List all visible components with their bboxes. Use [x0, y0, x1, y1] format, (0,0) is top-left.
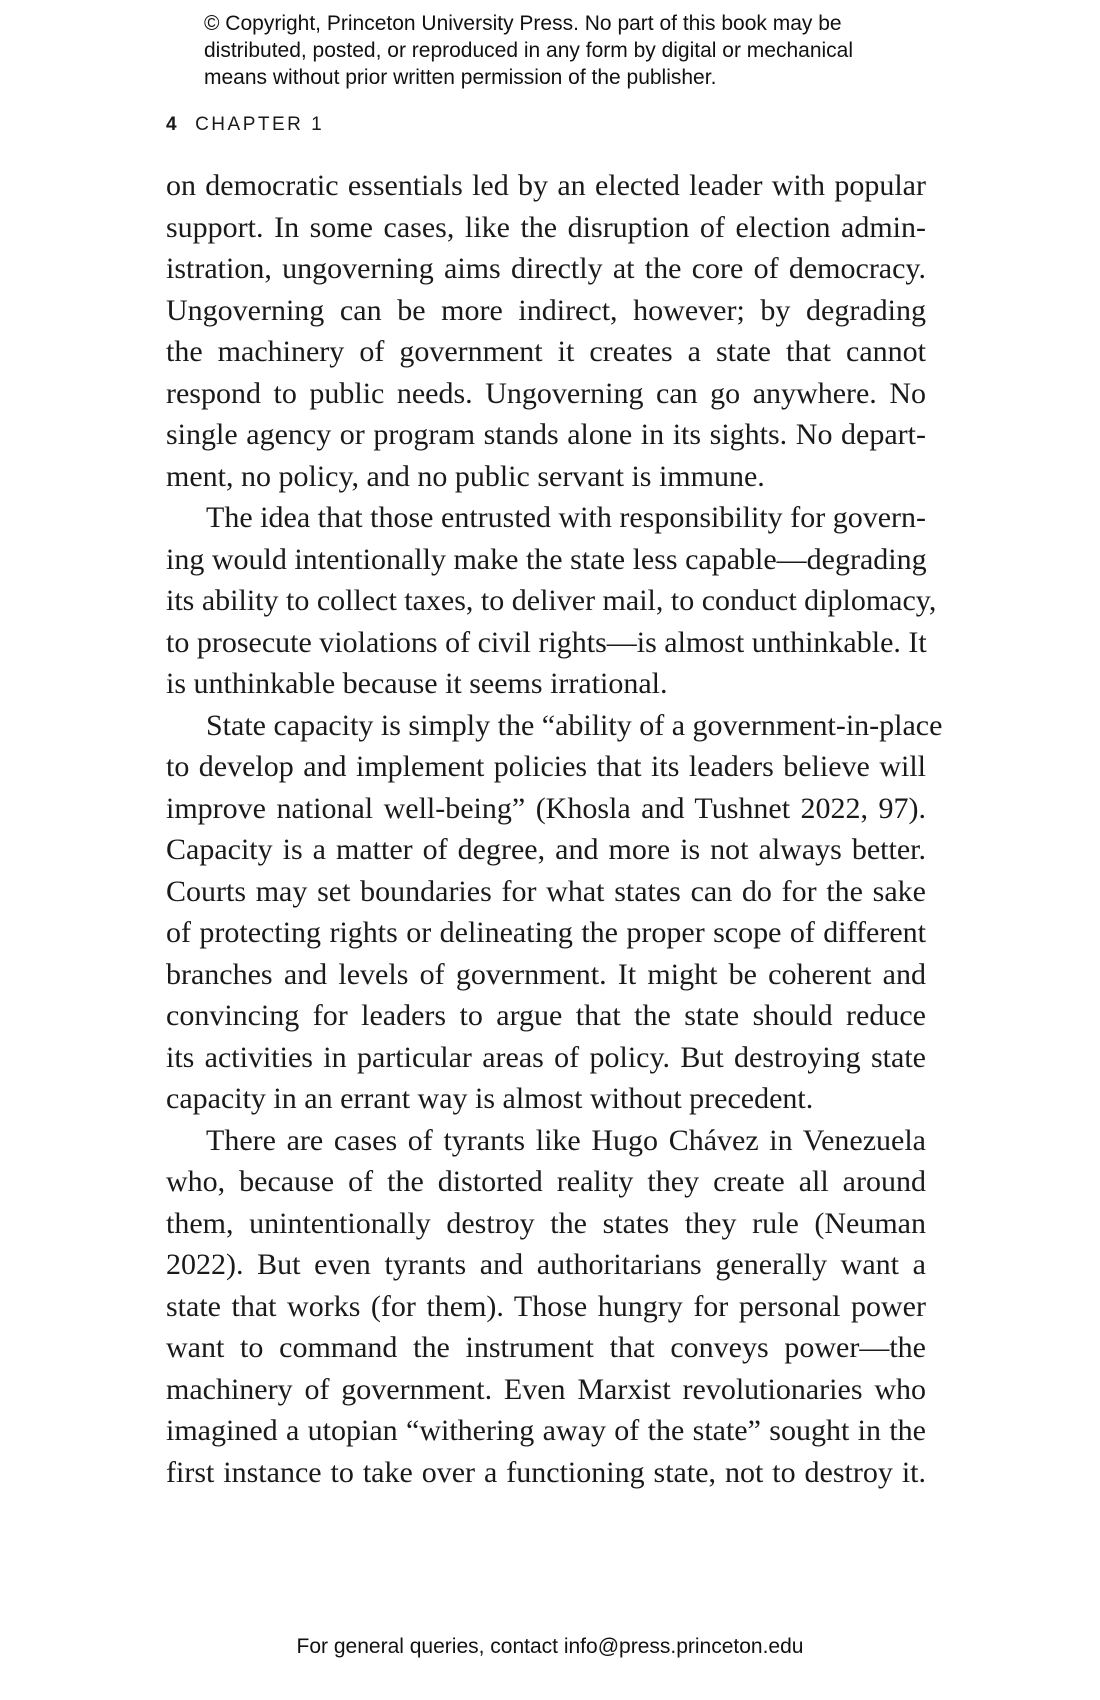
text-line: 2022). But even tyrants and authoritarians generally want a [166, 1248, 926, 1281]
text-line: improve national well-being” (Khosla and Tushnet 2022, 97). [166, 791, 926, 825]
text-line: The idea that those entrusted with responsibility for govern- [206, 501, 926, 534]
paragraph [166, 497, 937, 705]
text-line: ment, no policy, and no public servant is immune. [166, 459, 765, 493]
copyright-notice [204, 10, 924, 91]
text-line: ing would intentionally make the state less capable—degrading [166, 542, 927, 576]
text-line: to develop and implement policies that its leaders believe will [166, 750, 926, 783]
text-line: branches and levels of government. It might be coherent and [166, 957, 926, 991]
text-line: support. In some cases, like the disruption of election admin- [166, 210, 926, 244]
chapter-label: CHAPTER 1 [195, 114, 325, 135]
body-text [166, 165, 943, 1493]
text-line: state that works (for them). Those hungry for personal power [166, 1289, 926, 1323]
text-line: Courts may set boundaries for what states can do for the sake [166, 874, 926, 908]
copyright-line: distributed, posted, or reproduced in any form by digital or mechanical [204, 39, 854, 62]
text-line: There are cases of tyrants like Hugo Chávez in Venezuela [206, 1123, 926, 1157]
paragraph [166, 705, 943, 1120]
text-line: first instance to take over a functioning state, not to destroy it. [166, 1455, 926, 1489]
text-line: Capacity is a matter of degree, and more is not always better. [166, 833, 926, 866]
text-line: is unthinkable because it seems irrational. [166, 667, 668, 700]
footer-contact: For general queries, contact info@press.princeton.edu [296, 1635, 804, 1658]
text-line: of protecting rights or delineating the proper scope of different [166, 916, 926, 949]
text-line: its activities in particular areas of policy. But destroying state [166, 1040, 926, 1074]
copyright-line: means without prior written permission of the publisher. [204, 66, 717, 89]
text-line: Ungoverning can be more indirect, however; by degrading [166, 293, 926, 327]
text-line: istration, ungoverning aims directly at the core of democracy. [166, 252, 926, 285]
text-line: the machinery of government it creates a state that cannot [166, 335, 926, 368]
text-line: capacity in an errant way is almost without precedent. [166, 1082, 814, 1115]
text-line: on democratic essentials led by an elected leader with popular [166, 169, 926, 202]
text-line: respond to public needs. Ungoverning can go anywhere. No [166, 376, 926, 410]
text-line: convincing for leaders to argue that the state should reduce [166, 999, 926, 1032]
text-line: them, unintentionally destroy the states they rule (Neuman [166, 1206, 926, 1240]
text-line: its ability to collect taxes, to deliver mail, to conduct diplomacy, [166, 584, 937, 617]
copyright-line: © Copyright, Princeton University Press. No part of this book may be [204, 12, 842, 35]
paragraph [166, 1120, 926, 1494]
text-line: who, because of the distorted reality they create all around [166, 1165, 926, 1198]
running-head [166, 114, 324, 136]
text-line: imagined a utopian “withering away of the state” sought in the [166, 1414, 926, 1447]
paragraph [166, 165, 926, 497]
text-line: to prosecute violations of civil rights—is almost unthinkable. It [166, 625, 927, 659]
page-number: 4 [166, 114, 180, 135]
text-line: single agency or program stands alone in its sights. No depart- [166, 418, 926, 451]
text-line: State capacity is simply the “ability of a government-in-place [206, 708, 943, 742]
text-line: machinery of government. Even Marxist revolutionaries who [166, 1372, 926, 1406]
text-line: want to command the instrument that conveys power—the [166, 1331, 926, 1364]
